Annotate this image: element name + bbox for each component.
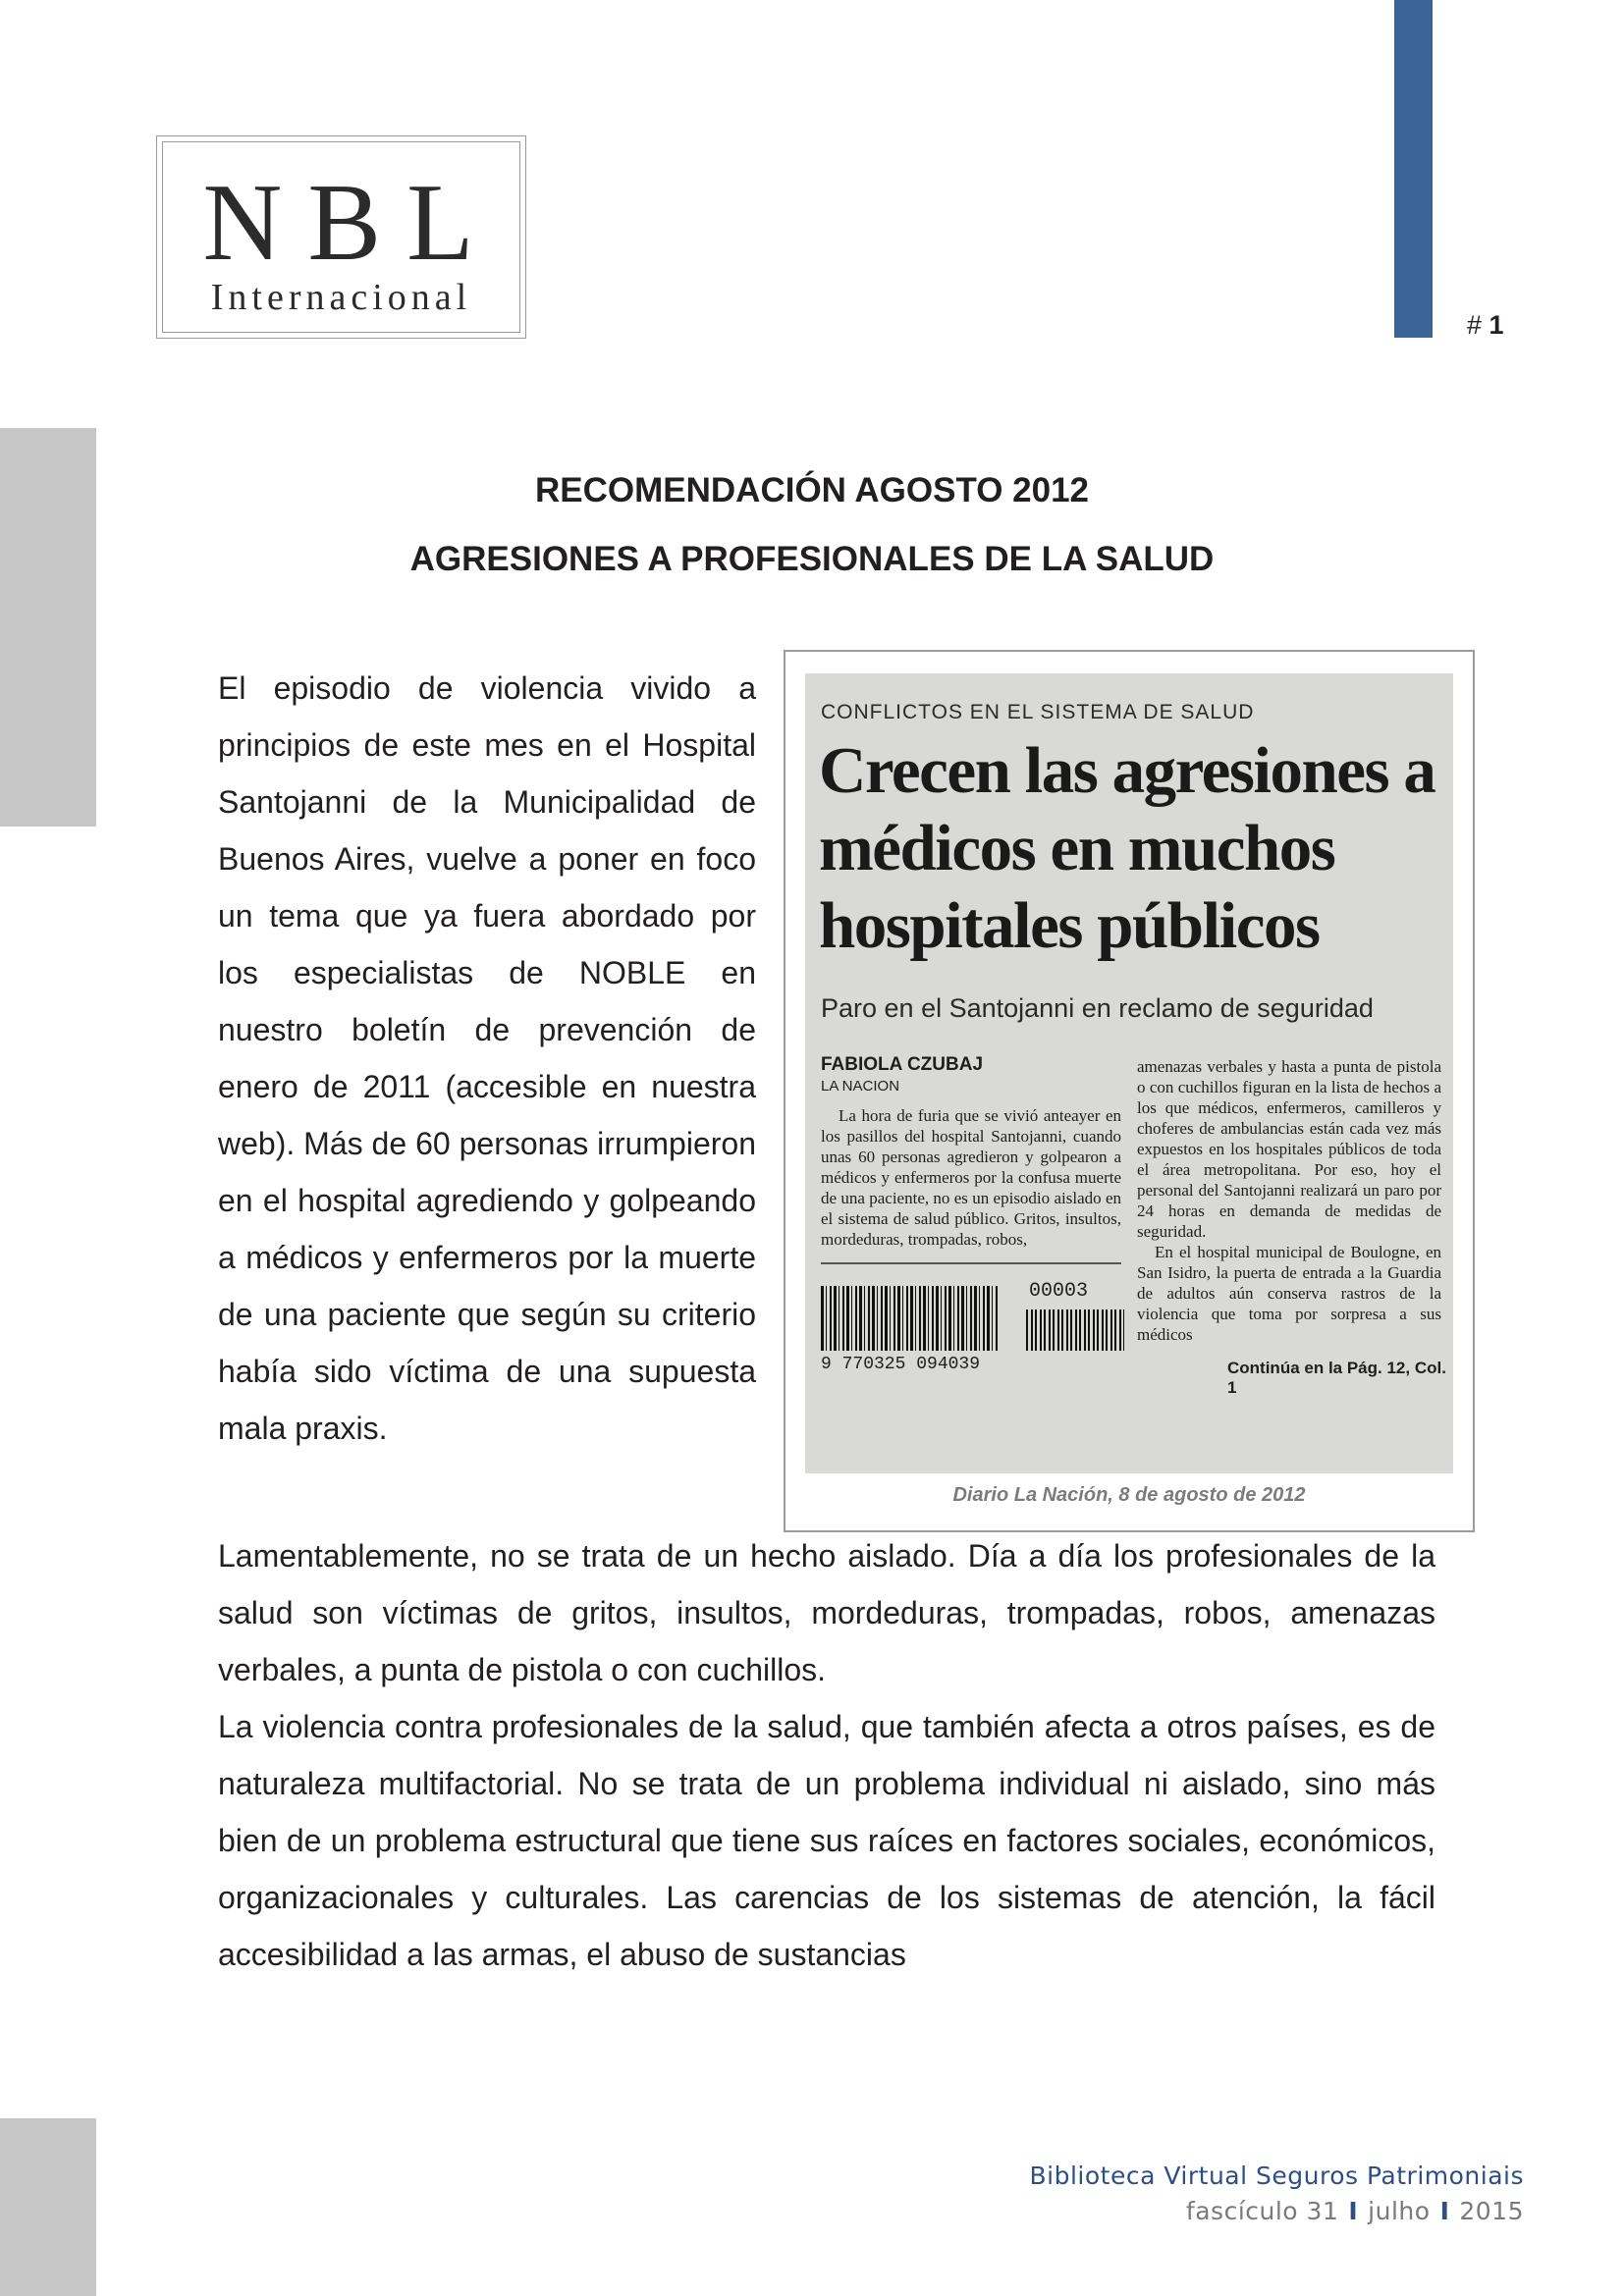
page-title: RECOMENDACIÓN AGOSTO 2012 — [535, 471, 1089, 509]
side-decoration-bar-bottom — [0, 2118, 96, 2296]
body-text — [218, 1527, 1435, 1983]
clipping-publication: LA NACION — [821, 1078, 900, 1095]
page-number-value: 1 — [1489, 310, 1504, 340]
barcode-number: 9 770325 094039 — [821, 1355, 981, 1374]
clipping-deck: Paro en el Santojanni en reclamo de seguridad — [821, 993, 1374, 1023]
accent-bar — [1394, 0, 1433, 338]
logo-inner-frame — [162, 141, 520, 333]
footer-fasciculo: fascículo 31 — [1185, 2197, 1339, 2225]
clipping-kicker: CONFLICTOS EN EL SISTEMA DE SALUD — [821, 701, 1255, 723]
footer-library-name: Biblioteca Virtual Seguros Patrimoniais — [1029, 2162, 1524, 2190]
clipping-divider — [821, 1262, 1121, 1264]
nbl-logo — [156, 135, 526, 339]
footer-month: julho — [1368, 2197, 1431, 2225]
newspaper-clipping — [784, 650, 1475, 1532]
body-paragraph-2: La violencia contra profesionales de la salud, que también afecta a otros países, es de naturaleza multifactorial. No se trata de un problema individual ni aislado, sino más bien de un problema estructural que tiene sus raíces en factores sociales, económicos, organizacionales y culturales. Las carencias de los sistemas de atención, la fácil accesibilidad a las armas, el abuso de sustancias — [218, 1709, 1435, 1972]
clipping-caption: Diario La Nación, 8 de agosto de 2012 — [952, 1484, 1306, 1506]
clipping-column-1: La hora de furia que se vivió anteayer en los pasillos del hospital Santojanni, cuando unas 60 personas agredieron y golpearon a médicos y enfermeros por la confusa muerte de una paciente, no es un episodio aislado en el sistema de salud público. Gritos, insultos, mordeduras, trompadas, robos, — [821, 1106, 1121, 1249]
page-number — [1467, 310, 1504, 341]
body-paragraph-1: Lamentablemente, no se trata de un hecho aislado. Día a día los profesionales de la salud son víctimas de gritos, insultos, mordeduras, trompadas, robos, amenazas verbales, a punta de pistola o con cuchillos. — [218, 1538, 1435, 1687]
clipping-column-2-paragraph-2: En el hospital municipal de Boulogne, en San Isidro, la puerta de entrada a la Guardia de adultos aún conserva rastros de la violencia que toma por sorpresa a sus médicos — [1137, 1243, 1441, 1344]
logo-sub-text: Internacional — [210, 277, 472, 318]
barcode-issue-number: 00003 — [1029, 1280, 1089, 1303]
clipping-continues: Continúa en la Pág. 12, Col. 1 — [1227, 1359, 1446, 1397]
clipping-byline: FABIOLA CZUBAJ — [821, 1054, 984, 1075]
barcode-addon-icon — [1026, 1309, 1124, 1351]
intro-paragraph: El episodio de violencia vivido a principios de este mes en el Hospital Santojanni de la Municipalidad de Buenos Aires, vuelve a poner en foco un tema que ya fuera abordado por los especialistas de NOBLE en nuestro boletín de prevención de enero de 2011 (accesible en nuestra web). Más de 60 personas irrumpieron en el hospital agrediendo y golpeando a médicos y enfermeros por la muerte de una paciente que según su criterio había sido víctima de una supuesta mala praxis. — [218, 670, 756, 1446]
footer-separator: I — [1348, 2197, 1359, 2225]
footer-issue-info — [1186, 2197, 1524, 2225]
clipping-column-2 — [1137, 1056, 1441, 1345]
footer-separator: I — [1439, 2197, 1450, 2225]
logo-main-text: NBL — [202, 162, 500, 284]
newspaper-image — [805, 673, 1453, 1473]
page-number-prefix: # — [1467, 310, 1483, 340]
clipping-column-2-paragraph-1: amenazas verbales y hasta a punta de pistola o con cuchillos figuran en la lista de hechos a los que médicos, enfermeros, camilleros y choferes de ambulancias están cada vez más expuestos en los hospitales públicos de toda el área metropolitana. Por eso, hoy el personal del Santojanni realizará un paro por 24 horas en demanda de medidas de seguridad. — [1137, 1057, 1441, 1241]
barcode-icon — [821, 1286, 998, 1351]
footer-year: 2015 — [1459, 2197, 1524, 2225]
page-subtitle: AGRESIONES A PROFESIONALES DE LA SALUD — [409, 540, 1215, 578]
clipping-headline: Crecen las agresiones a médicos en muchos hospitales públicos — [819, 734, 1435, 962]
